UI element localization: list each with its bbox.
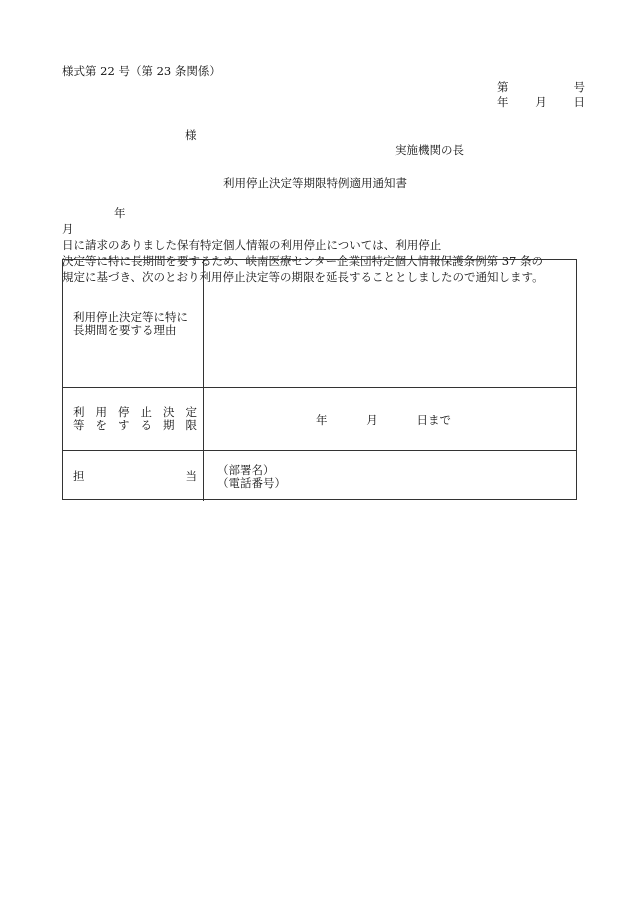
deadline-day: 日まで xyxy=(416,413,451,427)
reason-label-line-1: 利用停止決定等に特に xyxy=(73,310,188,324)
reason-label-cell xyxy=(63,260,204,387)
deadline-year: 年 xyxy=(316,413,328,427)
document-title: 利用停止決定等期限特例適用通知書 xyxy=(223,176,407,190)
deadline-month: 月 xyxy=(366,413,378,427)
deadline-label-char: 期 xyxy=(163,418,175,432)
reason-label xyxy=(73,311,197,337)
date-day: 日 xyxy=(573,95,585,109)
document-number xyxy=(497,80,585,95)
reason-label-line-2: 長期間を要する理由 xyxy=(73,323,177,337)
deadline-label-char: 限 xyxy=(185,418,197,432)
notice-form-table xyxy=(62,259,577,500)
deadline-value-cell[interactable] xyxy=(204,388,576,451)
body-line-2: 決定等に特に長期間を要するため、峡南医療センター企業団特定個人情報保護条例第 37 条の xyxy=(62,254,544,268)
body-line-1 xyxy=(62,205,587,253)
deadline-label-cell xyxy=(63,388,204,451)
body-date-year: 年 xyxy=(114,206,126,220)
body-date-month: 月 xyxy=(62,222,74,236)
number-suffix: 号 xyxy=(573,80,585,94)
deadline-date xyxy=(316,413,451,428)
deadline-row xyxy=(63,387,576,451)
deadline-label-char: 止 xyxy=(140,405,152,419)
contact-phone: （電話番号） xyxy=(217,476,286,490)
body-line-1-text: 日に請求のありました保有特定個人情報の利用停止については、利用停止 xyxy=(62,238,442,252)
contact-details xyxy=(217,464,286,490)
deadline-label-char: 用 xyxy=(95,405,107,419)
deadline-label-char: 利 xyxy=(73,405,85,419)
deadline-label-char: 等 xyxy=(73,418,85,432)
deadline-label-char: を xyxy=(95,418,107,432)
deadline-label-line-2 xyxy=(73,419,197,432)
form-number: 様式第 22 号（第 23 条関係） xyxy=(62,64,221,78)
deadline-label-char: る xyxy=(140,418,152,432)
deadline-label-char: 定 xyxy=(185,405,197,419)
addressee-honorific: 様 xyxy=(185,128,197,142)
contact-label-end: 当 xyxy=(185,469,197,483)
date-month: 月 xyxy=(535,95,547,109)
document-date xyxy=(497,95,585,110)
body-line-3: 規定に基づき、次のとおり利用停止決定等の期限を延長することとしましたので通知します。 xyxy=(62,270,544,284)
reason-row xyxy=(63,260,576,387)
sender-title: 実施機関の長 xyxy=(395,143,464,157)
contact-value-cell[interactable] xyxy=(204,451,576,501)
deadline-label xyxy=(73,406,197,432)
deadline-label-line-1 xyxy=(73,406,197,419)
reason-value-cell[interactable] xyxy=(204,260,576,387)
number-prefix: 第 xyxy=(497,80,509,94)
contact-label-cell xyxy=(63,451,204,501)
contact-label-start: 担 xyxy=(73,469,85,483)
deadline-label-char: 決 xyxy=(163,405,175,419)
deadline-label-char: す xyxy=(118,418,130,432)
date-year: 年 xyxy=(497,95,509,109)
contact-row xyxy=(63,450,576,501)
contact-label xyxy=(73,470,197,483)
deadline-label-char: 停 xyxy=(118,405,130,419)
contact-department: （部署名） xyxy=(217,463,275,477)
